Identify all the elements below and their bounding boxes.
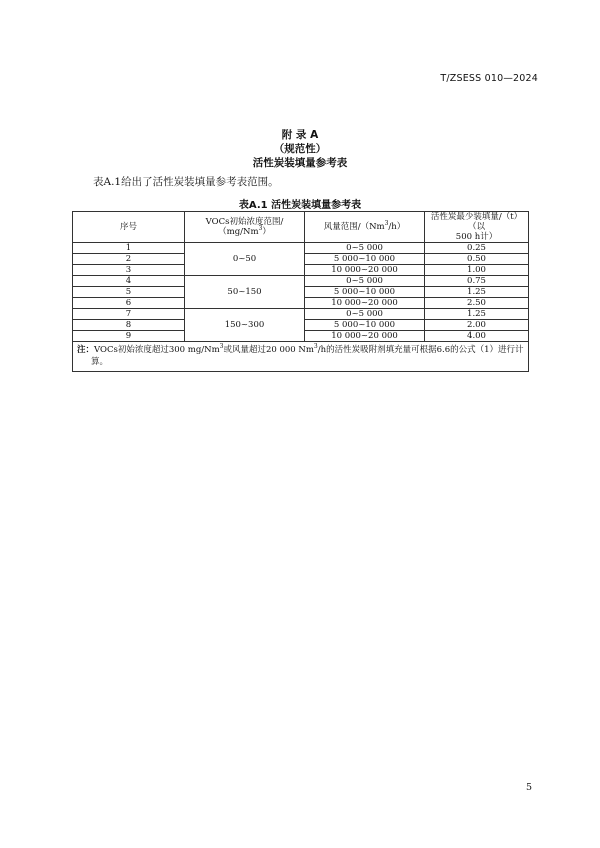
header-fill-line1: 活性炭最少装填量/（t）（以	[430, 212, 523, 232]
cell-flow: 5 000~10 000	[305, 320, 425, 331]
cell-seq: 6	[73, 298, 185, 309]
cell-seq: 8	[73, 320, 185, 331]
header-flow-pre: 风量范围/（Nm	[323, 222, 385, 232]
note-part2: 或风量超过20 000 Nm	[223, 345, 314, 355]
table-row	[73, 309, 529, 320]
cell-seq: 5	[73, 287, 185, 298]
header-seq: 序号	[73, 212, 185, 243]
cell-fill: 2.00	[425, 320, 529, 331]
cell-voc-range: 0~50	[185, 243, 305, 276]
cell-fill: 4.00	[425, 331, 529, 342]
note-sup1: 3	[219, 343, 224, 351]
cell-seq: 9	[73, 331, 185, 342]
table-row	[73, 243, 529, 254]
header-voc-line1: VOCs初始浓度范围/	[205, 217, 284, 227]
note-part3: /h的活性炭吸附剂填充量可根据6.6的公式（1）进行计算。	[91, 345, 524, 367]
cell-voc-range: 150~300	[185, 309, 305, 342]
note-label: 注：	[77, 345, 95, 355]
header-fill-amount	[425, 212, 529, 243]
table-header-row	[73, 212, 529, 243]
page-number: 5	[525, 782, 532, 793]
table-caption: 表A.1 活性炭装填量参考表	[238, 200, 362, 211]
cell-fill: 1.00	[425, 265, 529, 276]
cell-seq: 1	[73, 243, 185, 254]
cell-flow: 5 000~10 000	[305, 254, 425, 265]
header-flow-sup: 3	[384, 220, 389, 228]
cell-fill: 2.50	[425, 298, 529, 309]
cell-flow: 10 000~20 000	[305, 331, 425, 342]
cell-fill: 1.25	[425, 309, 529, 320]
appendix-subtitle: 活性炭装填量参考表	[252, 157, 348, 169]
table-note	[73, 342, 529, 372]
cell-seq: 3	[73, 265, 185, 276]
header-voc-range	[185, 212, 305, 243]
cell-flow: 10 000~20 000	[305, 298, 425, 309]
cell-flow: 5 000~10 000	[305, 287, 425, 298]
cell-flow: 0~5 000	[305, 276, 425, 287]
header-voc-line2-post: ）	[262, 227, 271, 237]
header-fill-line2: 500 h计）	[455, 232, 498, 242]
cell-flow: 0~5 000	[305, 309, 425, 320]
header-flow-range	[305, 212, 425, 243]
cell-fill: 0.50	[425, 254, 529, 265]
cell-seq: 4	[73, 276, 185, 287]
header-voc-sup: 3	[258, 225, 263, 233]
cell-fill: 1.25	[425, 287, 529, 298]
note-sup2: 3	[313, 343, 318, 351]
cell-fill: 0.25	[425, 243, 529, 254]
cell-flow: 0~5 000	[305, 243, 425, 254]
header-voc-line2-pre: （mg/Nm	[218, 227, 259, 237]
intro-paragraph: 表A.1给出了活性炭装填量参考表范围。	[93, 176, 279, 188]
table-note-row	[73, 342, 529, 372]
note-part1: VOCs初始浓度超过300 mg/Nm	[94, 345, 220, 355]
cell-flow: 10 000~20 000	[305, 265, 425, 276]
appendix-nature: （规范性）	[273, 143, 327, 155]
cell-seq: 2	[73, 254, 185, 265]
table-row	[73, 276, 529, 287]
cell-seq: 7	[73, 309, 185, 320]
document-code: T/ZSESS 010—2024	[440, 73, 538, 84]
header-flow-post: /h）	[388, 222, 406, 232]
appendix-title: 附 录 A	[281, 129, 319, 141]
cell-voc-range: 50~150	[185, 276, 305, 309]
cell-fill: 0.75	[425, 276, 529, 287]
fill-reference-table	[72, 211, 529, 372]
